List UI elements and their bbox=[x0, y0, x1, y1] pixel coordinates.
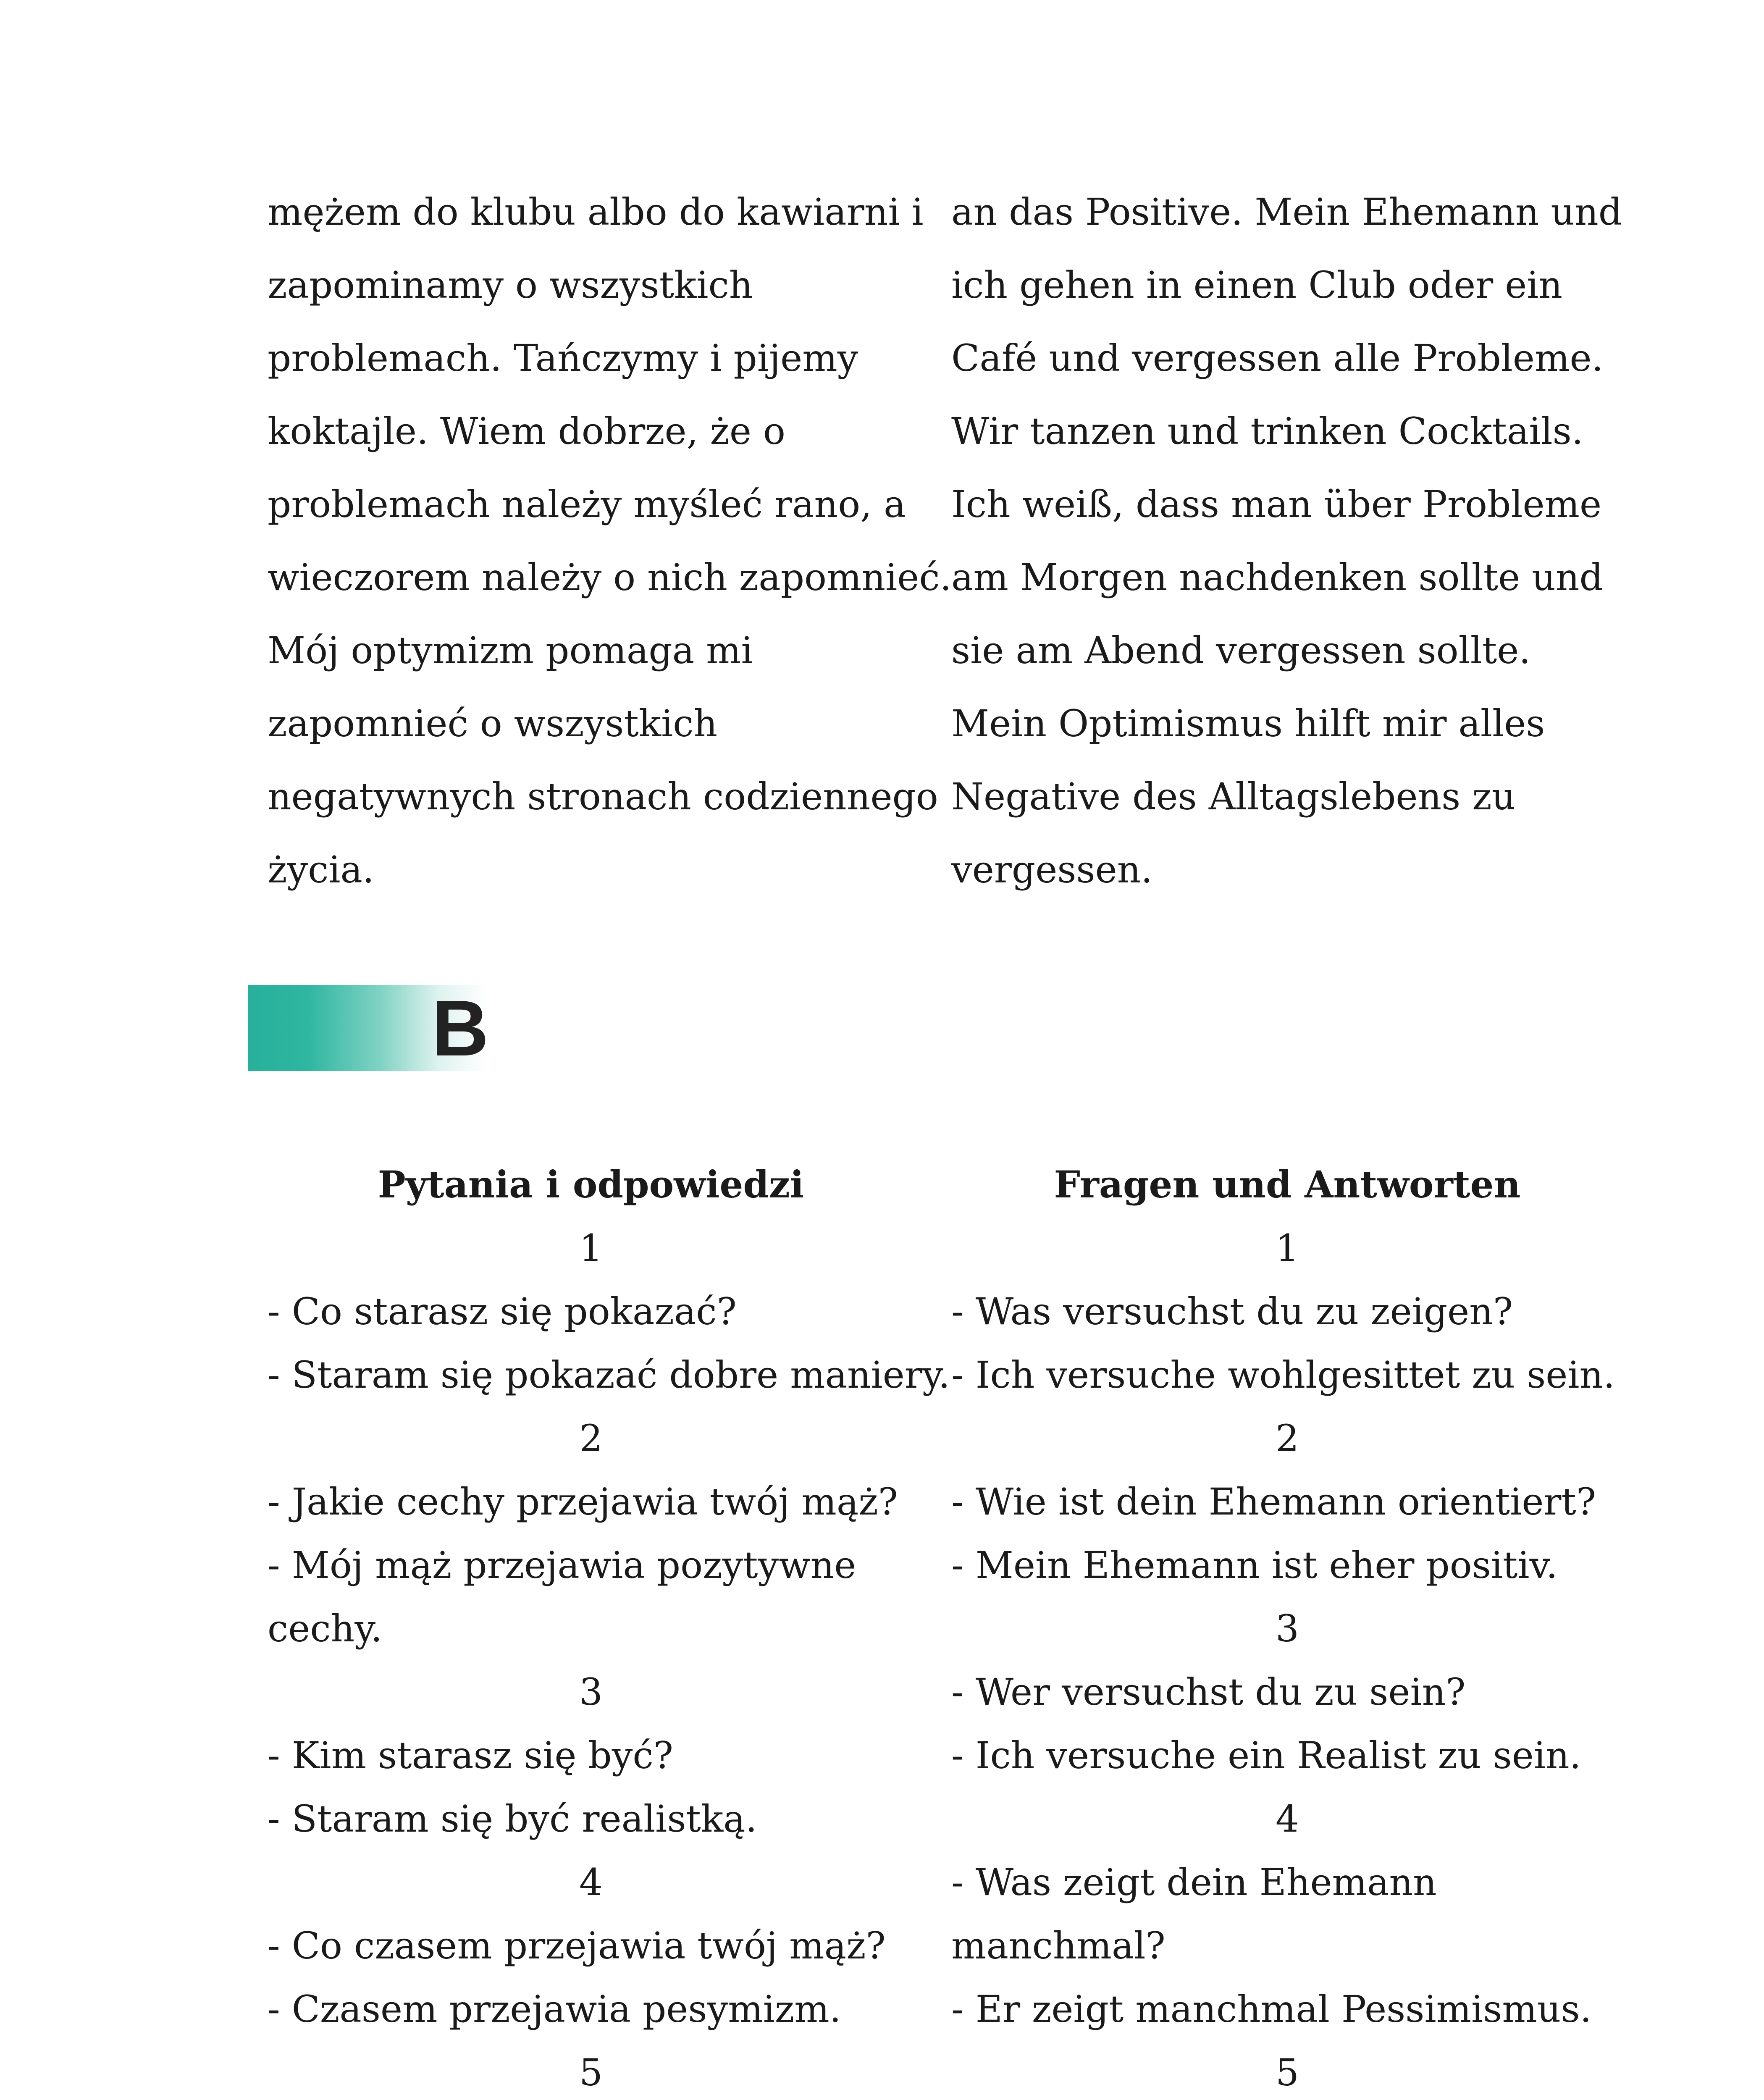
intro-polish-line: życia. bbox=[268, 848, 374, 891]
intro-german-line: Wir tanzen und trinken Cocktails. bbox=[951, 410, 1583, 453]
qa-german-line: manchmal? bbox=[951, 1924, 1166, 1967]
intro-german-line: ich gehen in einen Club oder ein bbox=[951, 263, 1563, 307]
qa-german-line: - Wie ist dein Ehemann orientiert? bbox=[951, 1480, 1596, 1523]
qa-polish-line: - Co starasz się pokazać? bbox=[268, 1290, 737, 1333]
intro-german-line: vergessen. bbox=[951, 848, 1153, 891]
intro-polish-line: mężem do klubu albo do kawiarni i bbox=[268, 190, 924, 234]
qa-polish-line: - Staram się być realistką. bbox=[268, 1797, 757, 1840]
intro-german-line: Negative des Alltagslebens zu bbox=[951, 775, 1516, 818]
qa-german-number: 4 bbox=[1276, 1797, 1299, 1840]
intro-polish-line: negatywnych stronach codziennego bbox=[268, 775, 938, 818]
intro-polish-line: zapominamy o wszystkich bbox=[268, 263, 753, 307]
qa-polish-heading: Pytania i odpowiedzi bbox=[378, 1163, 804, 1206]
qa-german-line: - Er zeigt manchmal Pessimismus. bbox=[951, 1987, 1592, 2031]
intro-german-line: sie am Abend vergessen sollte. bbox=[951, 629, 1531, 672]
qa-polish-number: 2 bbox=[579, 1417, 603, 1460]
intro-polish-line: problemach należy myśleć rano, a bbox=[268, 483, 906, 526]
qa-polish-line: - Czasem przejawia pesymizm. bbox=[268, 1987, 841, 2031]
qa-german-number: 5 bbox=[1276, 2051, 1299, 2094]
section-letter: B bbox=[432, 984, 489, 1072]
qa-polish-line: - Staram się pokazać dobre maniery. bbox=[268, 1353, 950, 1396]
intro-polish-line: wieczorem należy o nich zapomnieć. bbox=[268, 556, 952, 599]
qa-polish-number: 3 bbox=[579, 1670, 603, 1714]
intro-polish-line: zapomnieć o wszystkich bbox=[268, 702, 718, 745]
intro-german-line: an das Positive. Mein Ehemann und bbox=[951, 190, 1622, 234]
qa-polish-line: - Kim starasz się być? bbox=[268, 1734, 673, 1777]
qa-german-line: - Was versuchst du zu zeigen? bbox=[951, 1290, 1513, 1333]
section-marker bbox=[248, 985, 487, 1071]
intro-polish-line: problemach. Tańczymy i pijemy bbox=[268, 336, 858, 380]
intro-german-line: am Morgen nachdenken sollte und bbox=[951, 556, 1603, 599]
qa-german-line: - Wer versuchst du zu sein? bbox=[951, 1670, 1466, 1714]
qa-polish-line: - Jakie cechy przejawia twój mąż? bbox=[268, 1480, 898, 1523]
intro-polish-column bbox=[268, 176, 952, 906]
qa-polish-number: 5 bbox=[579, 2051, 603, 2094]
qa-german-line: - Mein Ehemann ist eher positiv. bbox=[951, 1544, 1558, 1587]
intro-german-line: Café und vergessen alle Probleme. bbox=[951, 336, 1604, 380]
qa-german-line: - Was zeigt dein Ehemann bbox=[951, 1861, 1437, 1904]
qa-polish-number: 1 bbox=[579, 1226, 603, 1270]
qa-german-line: - Ich versuche wohlgesittet zu sein. bbox=[951, 1353, 1615, 1396]
qa-german-line: - Ich versuche ein Realist zu sein. bbox=[951, 1734, 1581, 1777]
qa-polish-line: - Mój mąż przejawia pozytywne bbox=[268, 1544, 856, 1587]
intro-german-column bbox=[951, 176, 1640, 906]
qa-german-heading: Fragen und Antworten bbox=[1054, 1163, 1521, 1206]
intro-polish-line: koktajle. Wiem dobrze, że o bbox=[268, 410, 785, 453]
qa-polish-column bbox=[268, 1153, 950, 2100]
intro-german-line: Ich weiß, dass man über Probleme bbox=[951, 483, 1602, 526]
qa-german-number: 2 bbox=[1276, 1417, 1299, 1460]
qa-german-number: 1 bbox=[1276, 1226, 1299, 1270]
qa-german-number: 3 bbox=[1276, 1607, 1299, 1650]
intro-german-line: Mein Optimismus hilft mir alles bbox=[951, 702, 1545, 745]
qa-german-column bbox=[951, 1153, 1623, 2100]
intro-polish-line: Mój optymizm pomaga mi bbox=[268, 629, 753, 672]
qa-polish-line: - Co czasem przejawia twój mąż? bbox=[268, 1924, 886, 1967]
qa-polish-line: cechy. bbox=[268, 1607, 383, 1650]
qa-polish-number: 4 bbox=[579, 1861, 603, 1904]
